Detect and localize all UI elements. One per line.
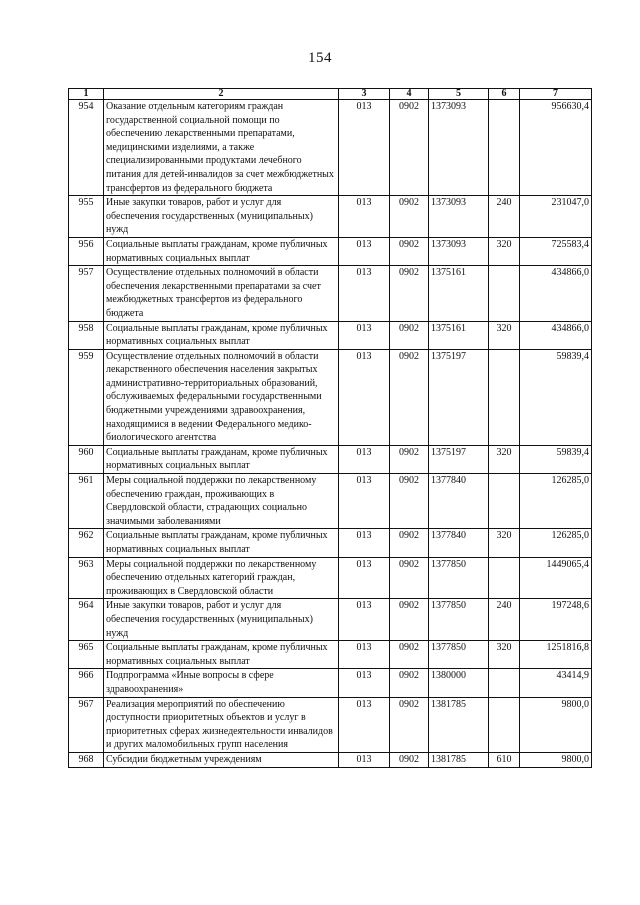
row-code-4: 0902	[390, 752, 429, 767]
column-header: 5	[429, 89, 489, 100]
column-header: 6	[489, 89, 520, 100]
row-code-4: 0902	[390, 599, 429, 641]
row-code-4: 0902	[390, 100, 429, 196]
row-code-5: 1373093	[429, 196, 489, 238]
row-code-6	[489, 474, 520, 529]
row-code-3: 013	[339, 474, 390, 529]
row-number: 956	[69, 237, 104, 265]
row-code-4: 0902	[390, 474, 429, 529]
row-code-5: 1377850	[429, 599, 489, 641]
row-amount: 231047,0	[520, 196, 592, 238]
row-code-6: 320	[489, 321, 520, 349]
row-number: 961	[69, 474, 104, 529]
row-amount: 434866,0	[520, 321, 592, 349]
table-row	[69, 321, 592, 349]
row-amount: 1251816,8	[520, 641, 592, 669]
row-amount: 725583,4	[520, 237, 592, 265]
row-code-3: 013	[339, 557, 390, 599]
row-code-3: 013	[339, 237, 390, 265]
row-code-3: 013	[339, 266, 390, 321]
row-code-5: 1373093	[429, 100, 489, 196]
row-code-4: 0902	[390, 641, 429, 669]
row-description: Социальные выплаты гражданам, кроме публичных нормативных социальных выплат	[104, 237, 339, 265]
table-row	[69, 100, 592, 196]
row-number: 954	[69, 100, 104, 196]
row-description: Иные закупки товаров, работ и услуг для обеспечения государственных (муниципальных) нужд	[104, 599, 339, 641]
row-code-5: 1377850	[429, 557, 489, 599]
row-code-6: 610	[489, 752, 520, 767]
row-code-4: 0902	[390, 445, 429, 473]
row-code-4: 0902	[390, 529, 429, 557]
row-description: Субсидии бюджетным учреждениям	[104, 752, 339, 767]
table-row	[69, 669, 592, 697]
row-number: 957	[69, 266, 104, 321]
row-description: Социальные выплаты гражданам, кроме публичных нормативных социальных выплат	[104, 529, 339, 557]
row-code-6	[489, 100, 520, 196]
row-number: 967	[69, 697, 104, 752]
row-code-5: 1375161	[429, 321, 489, 349]
row-code-6: 320	[489, 445, 520, 473]
table-row	[69, 529, 592, 557]
budget-table	[68, 88, 592, 768]
row-code-4: 0902	[390, 321, 429, 349]
row-amount: 59839,4	[520, 349, 592, 445]
row-code-3: 013	[339, 641, 390, 669]
row-code-5: 1375197	[429, 349, 489, 445]
row-number: 964	[69, 599, 104, 641]
row-description: Меры социальной поддержки по лекарственному обеспечению отдельных категорий граждан, проживающих в Свердловской области	[104, 557, 339, 599]
row-code-6	[489, 349, 520, 445]
column-header: 4	[390, 89, 429, 100]
row-amount: 126285,0	[520, 474, 592, 529]
row-code-3: 013	[339, 321, 390, 349]
row-code-4: 0902	[390, 196, 429, 238]
row-number: 960	[69, 445, 104, 473]
row-amount: 956630,4	[520, 100, 592, 196]
table-row	[69, 474, 592, 529]
row-code-6: 320	[489, 529, 520, 557]
row-number: 966	[69, 669, 104, 697]
row-number: 962	[69, 529, 104, 557]
row-code-3: 013	[339, 445, 390, 473]
row-code-3: 013	[339, 599, 390, 641]
row-description: Меры социальной поддержки по лекарственному обеспечению граждан, проживающих в Свердловской области, страдающих социально значимыми заболеваниями	[104, 474, 339, 529]
column-header: 3	[339, 89, 390, 100]
table-row	[69, 237, 592, 265]
row-amount: 197248,6	[520, 599, 592, 641]
page-number: 154	[308, 50, 332, 66]
row-description: Оказание отдельным категориям граждан государственной социальной помощи по обеспечению лекарственными препаратами, медицинскими изделиями, а также специализированными продуктами лечебного питания для детей-инвалидов за счет межбюджетных трансфертов из федерального бюджета	[104, 100, 339, 196]
row-number: 965	[69, 641, 104, 669]
row-code-3: 013	[339, 669, 390, 697]
row-code-3: 013	[339, 196, 390, 238]
row-code-5: 1377840	[429, 474, 489, 529]
table-row	[69, 641, 592, 669]
table-row	[69, 599, 592, 641]
row-number: 955	[69, 196, 104, 238]
table-row	[69, 196, 592, 238]
row-code-3: 013	[339, 752, 390, 767]
row-code-3: 013	[339, 100, 390, 196]
table-row	[69, 445, 592, 473]
row-code-6	[489, 669, 520, 697]
row-code-5: 1377840	[429, 529, 489, 557]
row-amount: 43414,9	[520, 669, 592, 697]
row-description: Реализация мероприятий по обеспечению доступности приоритетных объектов и услуг в приоритетных сферах жизнедеятельности инвалидов и других маломобильных групп населения	[104, 697, 339, 752]
row-code-4: 0902	[390, 697, 429, 752]
row-amount: 9800,0	[520, 697, 592, 752]
row-code-6	[489, 557, 520, 599]
row-description: Осуществление отдельных полномочий в области обеспечения лекарственными препаратами за счет межбюджетных трансфертов из федерального бюджета	[104, 266, 339, 321]
row-code-3: 013	[339, 349, 390, 445]
row-code-6	[489, 266, 520, 321]
row-code-3: 013	[339, 529, 390, 557]
row-description: Социальные выплаты гражданам, кроме публичных нормативных социальных выплат	[104, 321, 339, 349]
row-code-4: 0902	[390, 557, 429, 599]
row-code-5: 1381785	[429, 697, 489, 752]
row-amount: 9800,0	[520, 752, 592, 767]
row-number: 963	[69, 557, 104, 599]
row-number: 968	[69, 752, 104, 767]
table-row	[69, 697, 592, 752]
row-code-5: 1377850	[429, 641, 489, 669]
row-amount: 126285,0	[520, 529, 592, 557]
column-header: 1	[69, 89, 104, 100]
row-code-6: 240	[489, 196, 520, 238]
row-amount: 434866,0	[520, 266, 592, 321]
row-number: 958	[69, 321, 104, 349]
row-code-4: 0902	[390, 669, 429, 697]
row-code-6: 320	[489, 237, 520, 265]
row-code-4: 0902	[390, 266, 429, 321]
row-amount: 59839,4	[520, 445, 592, 473]
row-code-5: 1373093	[429, 237, 489, 265]
row-number: 959	[69, 349, 104, 445]
row-code-5: 1380000	[429, 669, 489, 697]
row-code-6: 320	[489, 641, 520, 669]
row-code-5: 1381785	[429, 752, 489, 767]
header-row	[69, 89, 592, 100]
table-row	[69, 557, 592, 599]
row-code-4: 0902	[390, 237, 429, 265]
column-header: 2	[104, 89, 339, 100]
row-code-5: 1375197	[429, 445, 489, 473]
table-row	[69, 349, 592, 445]
row-description: Подпрограмма «Иные вопросы в сфере здравоохранения»	[104, 669, 339, 697]
column-header: 7	[520, 89, 592, 100]
table-row	[69, 752, 592, 767]
row-description: Осуществление отдельных полномочий в области лекарственного обеспечения населения закрытых административно-территориальных образований, обслуживаемых федеральными государственными бюджетными учреждениями здравоохранения, находящимися в ведении Федерального медико-биологического агентства	[104, 349, 339, 445]
row-code-4: 0902	[390, 349, 429, 445]
row-description: Иные закупки товаров, работ и услуг для обеспечения государственных (муниципальных) нужд	[104, 196, 339, 238]
row-code-6	[489, 697, 520, 752]
table-row	[69, 266, 592, 321]
row-description: Социальные выплаты гражданам, кроме публичных нормативных социальных выплат	[104, 641, 339, 669]
row-amount: 1449065,4	[520, 557, 592, 599]
row-code-5: 1375161	[429, 266, 489, 321]
row-description: Социальные выплаты гражданам, кроме публичных нормативных социальных выплат	[104, 445, 339, 473]
row-code-3: 013	[339, 697, 390, 752]
row-code-6: 240	[489, 599, 520, 641]
